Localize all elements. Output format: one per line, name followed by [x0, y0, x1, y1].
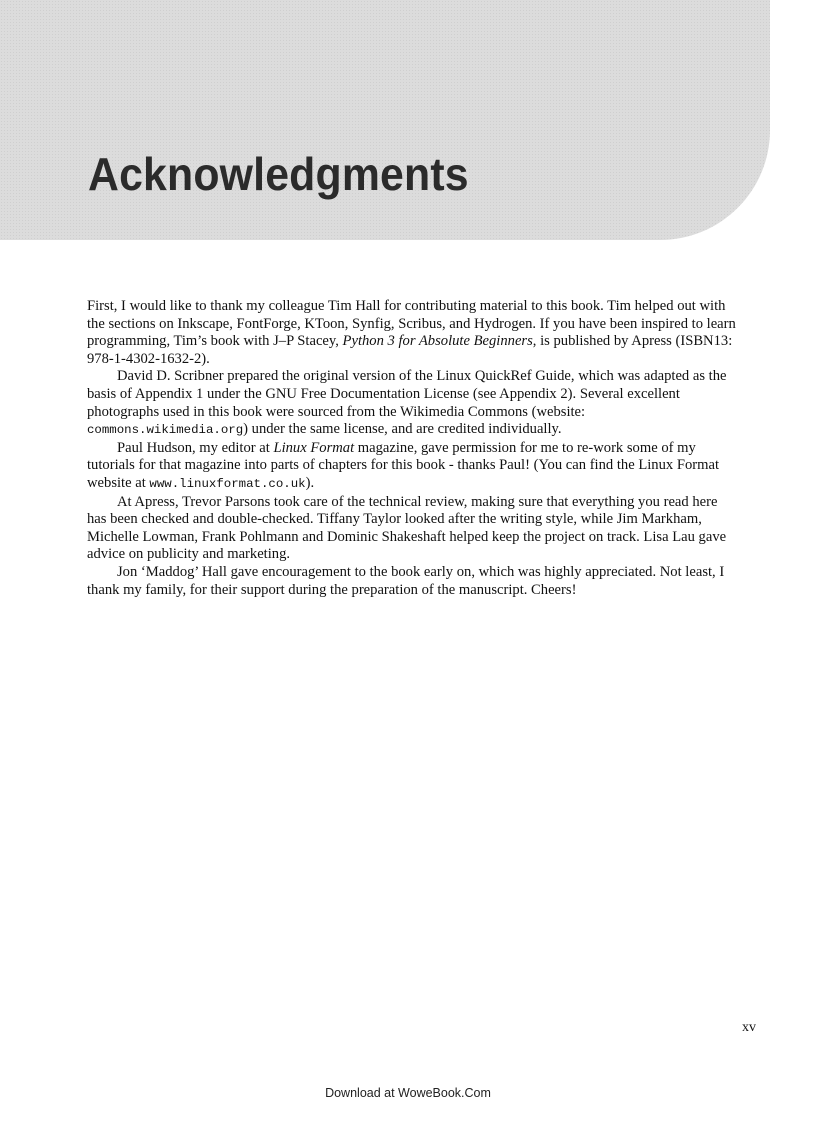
paragraph-1-text-b: , is published by Apress (ISBN13: 978-1-4302-1632-2). [87, 333, 733, 367]
paragraph-2-text-b: ) under the same license, and are credited individually. [243, 421, 562, 438]
chapter-title: Acknowledgments [88, 148, 469, 200]
paragraph-2 [87, 368, 737, 439]
wikimedia-url: commons.wikimedia.org [87, 423, 244, 438]
paragraph-2-text-a: David D. Scribner prepared the original version of the Linux QuickRef Guide, which was adapted as the basis of Appendix 1 under the GNU Free Documentation License (see Appendix 2). Several excellent photographs used in this book were sourced from the Wikimedia Commons (website: [87, 368, 727, 420]
footer-text: Download at WoweBook.Com [325, 1086, 491, 1100]
paragraph-3-text-b: magazine, gave permission for me to re-work some of my tutorials for that magazine into parts of chapters for this book - thanks Paul! (You can find the Linux Format website at [87, 439, 719, 491]
paragraph-1 [87, 298, 737, 368]
paragraph-3-text-c: ). [305, 474, 315, 491]
book-title: Python 3 for Absolute Beginners [342, 333, 533, 350]
acknowledgments-body [87, 298, 737, 599]
paragraph-4: At Apress, Trevor Parsons took care of the technical review, making sure that everything you read here has been checked and double-checked. Tiffany Taylor looked after the writing style, while Jim Markham, Michelle Lowman, Frank Pohlmann and Dominic Shakeshaft helped keep the project on track. Lisa Lau gave advice on publicity and marketing. [87, 493, 727, 563]
page-number: xv [742, 1020, 756, 1035]
paragraph-3 [87, 440, 737, 494]
paragraph-1-text-a: First, I would like to thank my colleague Tim Hall for contributing material to this book. Tim helped out with the sections on Inkscape, FontForge, KToon, Synfig, Scribus, and Hydrogen. If you have been inspired to learn programming, Tim’s book with J–P Stacey, [87, 298, 736, 350]
magazine-title: Linux Format [273, 439, 355, 456]
linuxformat-url: www.linuxformat.co.uk [149, 476, 306, 491]
paragraph-5: Jon ‘Maddog’ Hall gave encouragement to the book early on, which was highly appreciated. Not least, I thank my family, for their support during the preparation of the manuscript. Cheers! [87, 563, 725, 598]
paragraph-3-text-a: Paul Hudson, my editor at [117, 439, 274, 456]
chapter-header-band [0, 0, 770, 240]
